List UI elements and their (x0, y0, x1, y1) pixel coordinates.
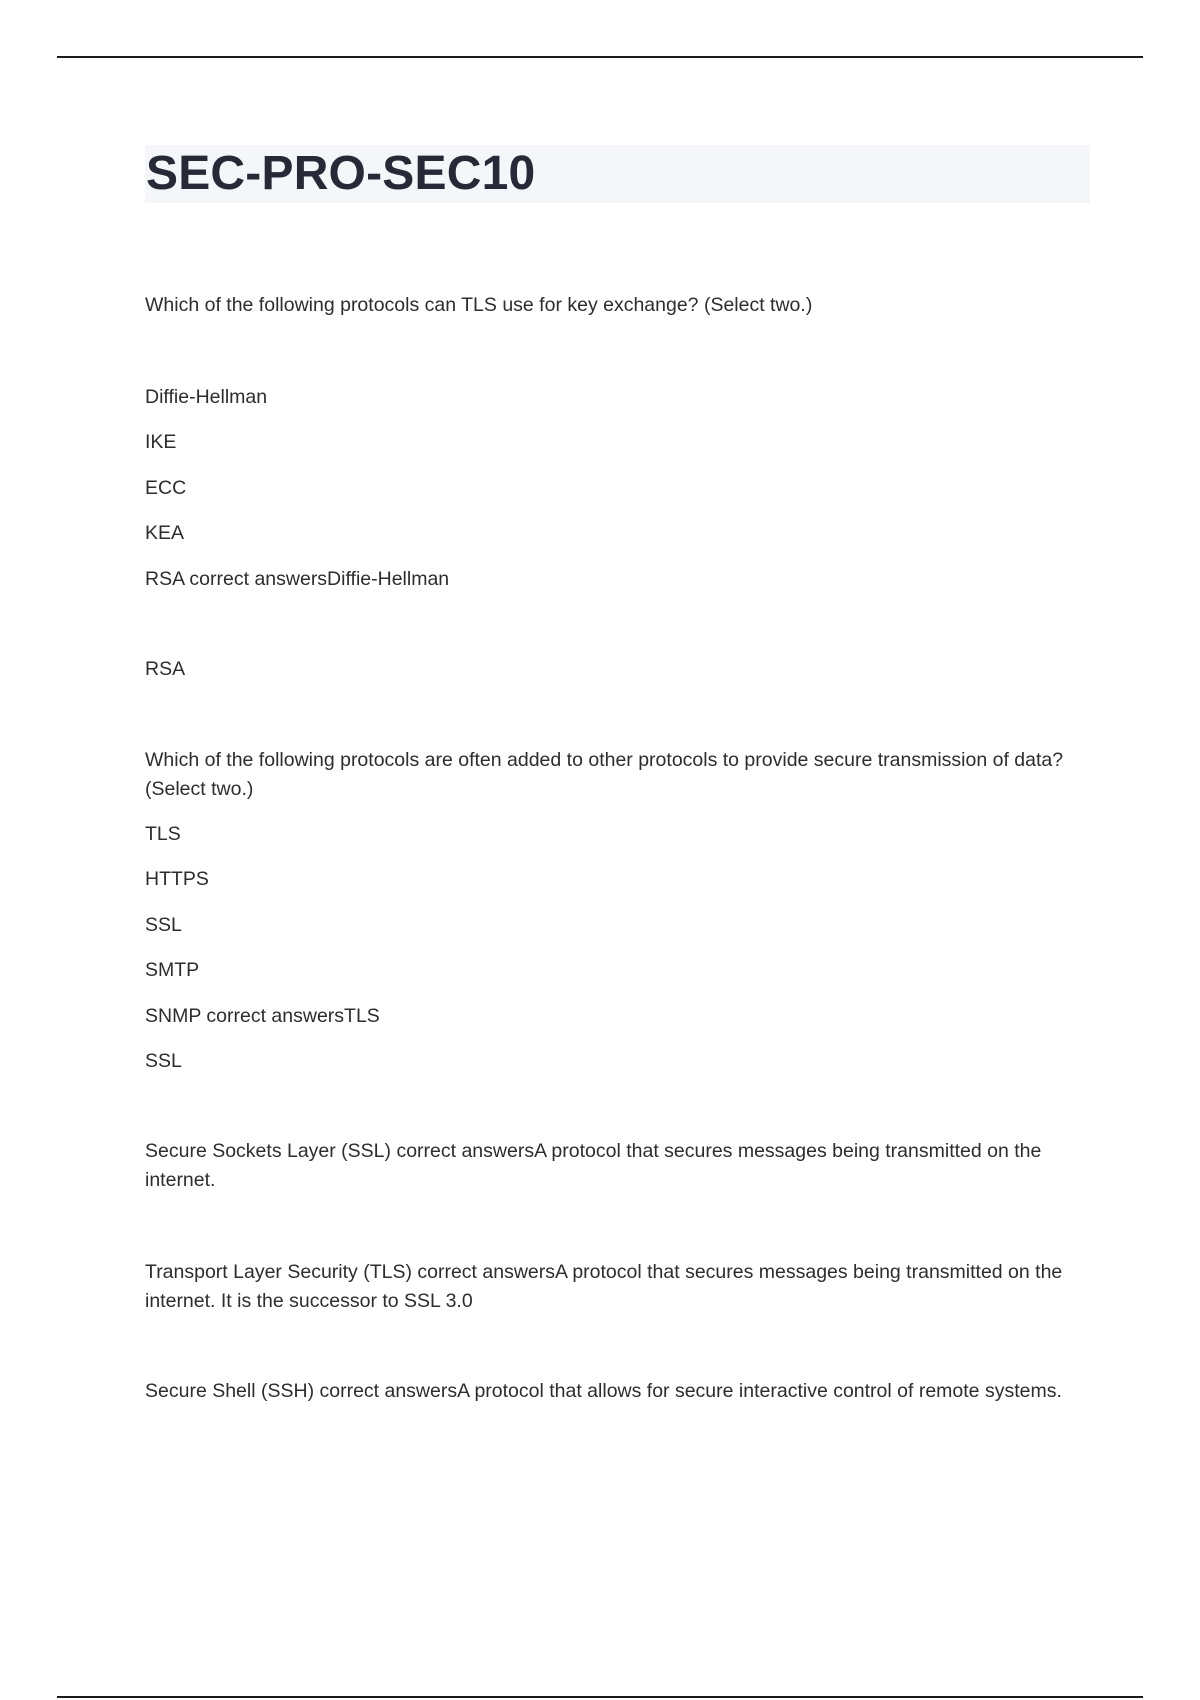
q2-option-4: SMTP (145, 959, 200, 981)
q1-option-2: IKE (145, 431, 177, 453)
bottom-rule (57, 1696, 1143, 1698)
q1-option-5: RSA correct answersDiffie-Hellman (145, 568, 450, 590)
definition-ssl: Secure Sockets Layer (SSL) correct answersA protocol that secures messages being transmitted on the internet. (145, 1140, 1042, 1191)
q2-answer-extra: SSL (145, 1050, 182, 1072)
q1-option-4: KEA (145, 522, 185, 544)
q2-option-1: TLS (145, 823, 181, 845)
q2-option-3: SSL (145, 914, 182, 936)
definition-tls: Transport Layer Security (TLS) correct answersA protocol that secures messages being transmitted on the internet. It is the successor to SSL 3.0 (145, 1261, 1063, 1312)
q2-option-2: HTTPS (145, 868, 209, 890)
question-2: Which of the following protocols are often added to other protocols to provide secure transmission of data? (Select two.) (145, 749, 1064, 800)
q1-option-3: ECC (145, 477, 187, 499)
q1-answer-extra: RSA (145, 658, 186, 680)
question-1: Which of the following protocols can TLS use for key exchange? (Select two.) (145, 294, 813, 316)
definition-ssh: Secure Shell (SSH) correct answersA protocol that allows for secure interactive control of remote systems. (145, 1380, 1062, 1402)
q2-option-5: SNMP correct answersTLS (145, 1005, 380, 1027)
q1-option-1: Diffie-Hellman (145, 386, 268, 408)
page-title: SEC-PRO-SEC10 (146, 147, 536, 200)
top-rule (57, 56, 1143, 58)
